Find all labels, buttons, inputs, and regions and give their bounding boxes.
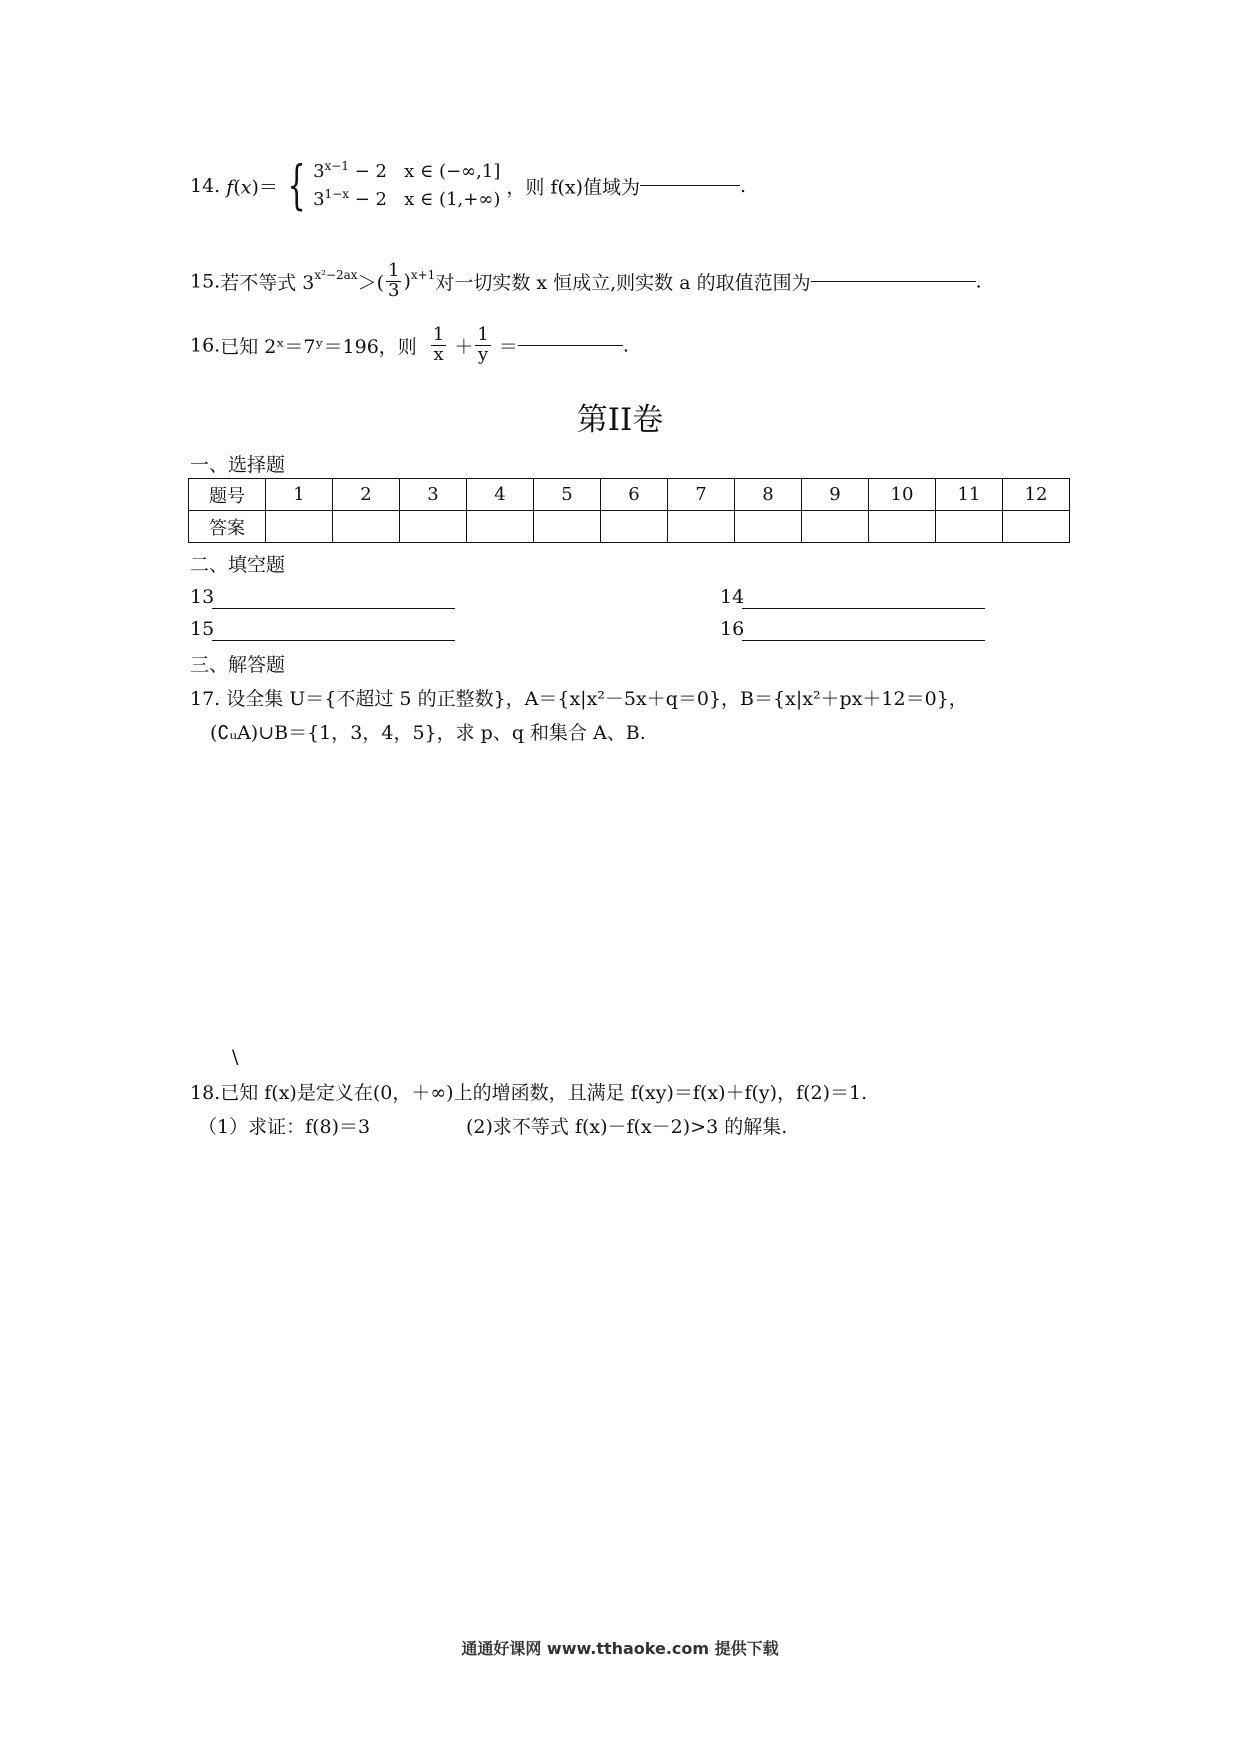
fill-blank-14[interactable] bbox=[742, 608, 985, 609]
q16-fraction-1: $\frac{1}{x}$ bbox=[432, 324, 445, 365]
table-label-answer: 答案 bbox=[189, 511, 266, 543]
question-14: 14. f(x)＝ { $3^{x-1} - 2$ x ∈ (−∞,1] $3^{1-x} - 2$ x ∈ (1,+∞) ，则 f(x)值域为 . bbox=[190, 155, 747, 216]
fill-label-16: 16 bbox=[720, 618, 745, 640]
q15-answer-blank[interactable] bbox=[811, 281, 976, 282]
answer-cell[interactable] bbox=[534, 511, 601, 543]
q14-cases: $3^{x-1} - 2$ x ∈ (−∞,1] $3^{1-x} - 2$ x ∈ (1,+∞) bbox=[313, 159, 501, 210]
q15-fraction: $\frac{1}{3}$ bbox=[387, 260, 400, 301]
q14-answer-blank[interactable] bbox=[640, 185, 740, 186]
q14-brace: { bbox=[287, 155, 306, 216]
q14-text: ，则 f(x)值域为 bbox=[506, 176, 641, 199]
answer-cell[interactable] bbox=[668, 511, 735, 543]
q16-fraction-2: $\frac{1}{y}$ bbox=[477, 324, 489, 365]
answer-cell[interactable] bbox=[333, 511, 400, 543]
q18-part-1: （1）求证：f(8)＝3 bbox=[198, 1116, 371, 1138]
q18-line-1: 18.已知 f(x)是定义在(0，＋∞)上的增函数，且满足 f(xy)＝f(x)＋f(y)，f(2)＝1. bbox=[190, 1082, 868, 1104]
q14-number: 14. bbox=[190, 174, 221, 197]
answer-cell[interactable] bbox=[869, 511, 936, 543]
heading-multiple-choice: 一、选择题 bbox=[190, 454, 286, 476]
answer-cell[interactable] bbox=[266, 511, 333, 543]
table-row-numbers: 题号 1 2 3 4 5 6 7 8 9 10 11 12 bbox=[189, 479, 1070, 511]
answer-table bbox=[188, 478, 1070, 543]
section-title: 第II卷 bbox=[576, 402, 664, 438]
answer-cell[interactable] bbox=[400, 511, 467, 543]
footer-credit: 通通好课网 www.tthaoke.com 提供下载 bbox=[461, 1639, 779, 1658]
answer-cell[interactable] bbox=[802, 511, 869, 543]
fill-blank-16[interactable] bbox=[742, 640, 985, 641]
answer-cell[interactable] bbox=[735, 511, 802, 543]
answer-cell[interactable] bbox=[601, 511, 668, 543]
q16-answer-blank[interactable] bbox=[518, 345, 623, 346]
fill-label-15: 15 bbox=[190, 618, 215, 640]
fill-label-13: 13 bbox=[190, 586, 215, 608]
q18-part-2: (2)求不等式 f(x)－f(x－2)>3 的解集. bbox=[466, 1116, 788, 1138]
fill-label-14: 14 bbox=[720, 586, 745, 608]
table-label-number: 题号 bbox=[189, 479, 266, 511]
q17-line-2: (∁ᵤA)∪B＝{1，3，4，5}，求 p、q 和集合 A、B. bbox=[210, 722, 646, 744]
question-16: 16.已知 2ˣ＝7ʸ＝196，则 $\frac{1}{x}$ ＋ $\frac{1}{y}$ ＝ . bbox=[190, 324, 629, 365]
stray-mark: \ bbox=[232, 1046, 239, 1068]
table-row-answers bbox=[189, 511, 1070, 543]
heading-fill-in: 二、填空题 bbox=[190, 554, 286, 576]
fill-blank-15[interactable] bbox=[212, 640, 455, 641]
answer-cell[interactable] bbox=[467, 511, 534, 543]
heading-solutions: 三、解答题 bbox=[190, 654, 286, 676]
q17-line-1: 17. 设全集 U＝{不超过 5 的正整数}，A＝{x|x²－5x＋q＝0}，B＝{x|x²＋px＋12＝0}， bbox=[190, 688, 968, 710]
fill-blank-13[interactable] bbox=[212, 608, 455, 609]
question-15: 15.若不等式 $3^{x^2-2ax}>$( $\frac{1}{3}$ )$^{x+1}$对一切实数 x 恒成立,则实数 a 的取值范围为 . bbox=[190, 260, 982, 301]
answer-cell[interactable] bbox=[936, 511, 1003, 543]
answer-cell[interactable] bbox=[1003, 511, 1070, 543]
